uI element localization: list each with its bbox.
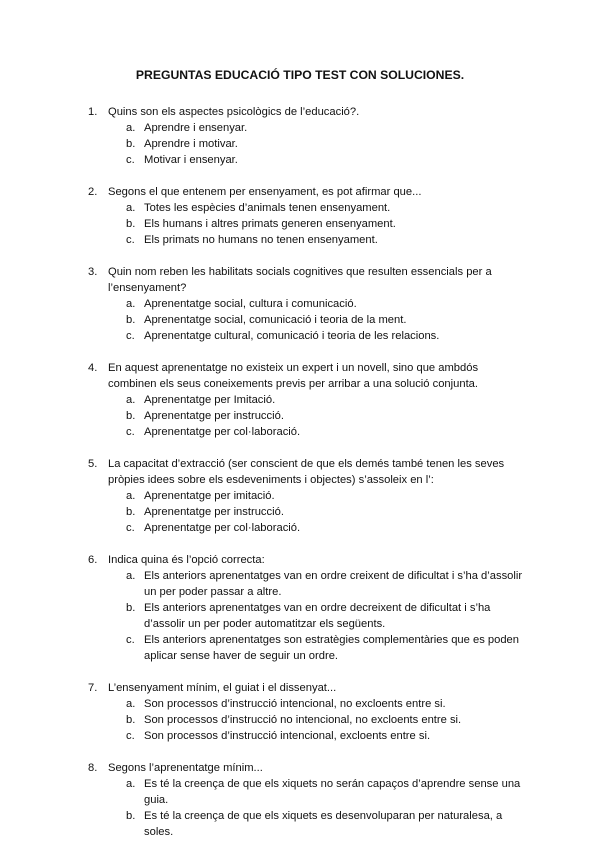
option-text: Es té la creença de que els xiquets es desenvoluparan per naturalesa, a soles. (144, 810, 503, 838)
option-text: Totes les espècies d’animals tenen ensenyament. (144, 202, 391, 214)
option-3-c (88, 328, 524, 344)
option-list (88, 200, 524, 248)
option-6-b (88, 600, 524, 632)
question-number: 1. (88, 106, 98, 118)
question-1 (88, 104, 524, 168)
option-7-b (88, 712, 524, 728)
option-text: Aprenentatge cultural, comunicació i teoria de les relacions. (144, 330, 440, 342)
option-7-a (88, 696, 524, 712)
option-letter: a. (126, 298, 136, 310)
option-1-c (88, 152, 524, 168)
option-letter: b. (126, 602, 136, 614)
option-4-a (88, 392, 524, 408)
option-1-a (88, 120, 524, 136)
option-5-b (88, 504, 524, 520)
option-letter: c. (126, 426, 135, 438)
option-text: Els primats no humans no tenen ensenyament. (144, 234, 378, 246)
option-8-b (88, 808, 524, 840)
option-text: Aprenentatge per Imitació. (144, 394, 276, 406)
question-text: Segons l’aprenentatge mínim... (108, 762, 263, 774)
option-text: Els humans i altres primats generen ensenyament. (144, 218, 396, 230)
option-2-b (88, 216, 524, 232)
option-text: Son processos d’instrucció intencional, no excloents entre si. (144, 698, 446, 710)
option-letter: a. (126, 490, 136, 502)
question-5 (88, 456, 524, 536)
option-letter: c. (126, 330, 135, 342)
option-3-b (88, 312, 524, 328)
question-text: Quin nom reben les habilitats socials cognitives que resulten essencials per a l’ensenyament? (108, 266, 492, 294)
option-list (88, 776, 524, 840)
option-5-a (88, 488, 524, 504)
option-letter: b. (126, 314, 136, 326)
option-letter: c. (126, 634, 135, 646)
option-text: Aprenentatge per instrucció. (144, 506, 284, 518)
question-text: Quins son els aspectes psicològics de l’educació?. (108, 106, 360, 118)
question-number: 5. (88, 458, 98, 470)
page-title: PREGUNTAS EDUCACIÓ TIPO TEST CON SOLUCIONES. (135, 68, 465, 82)
option-letter: b. (126, 810, 136, 822)
option-letter: b. (126, 714, 136, 726)
question-6 (88, 552, 524, 664)
question-3 (88, 264, 524, 344)
option-list (88, 392, 524, 440)
option-letter: a. (126, 570, 136, 582)
option-7-c (88, 728, 524, 744)
question-8 (88, 760, 524, 840)
option-4-b (88, 408, 524, 424)
option-text: Aprenentatge per imitació. (144, 490, 275, 502)
question-7 (88, 680, 524, 744)
option-text: Aprenentatge per col·laboració. (144, 426, 301, 438)
option-text: Aprenentatge social, comunicació i teoria de la ment. (144, 314, 407, 326)
option-letter: b. (126, 138, 136, 150)
option-letter: b. (126, 218, 136, 230)
option-letter: b. (126, 506, 136, 518)
option-text: Aprenentatge social, cultura i comunicació. (144, 298, 357, 310)
option-text: Aprendre i ensenyar. (144, 122, 248, 134)
question-text: Indica quina és l’opció correcta: (108, 554, 265, 566)
question-number: 3. (88, 266, 98, 278)
option-letter: a. (126, 778, 136, 790)
option-text: Els anteriors aprenentatges son estratègies complementàries que es poden aplicar sense haver de seguir un ordre. (144, 634, 520, 662)
option-list (88, 120, 524, 168)
option-text: Els anteriors aprenentatges van en ordre decreixent de dificultat i s’ha d’assolir un per poder automatitzar els següents. (144, 602, 491, 630)
option-2-a (88, 200, 524, 216)
option-text: Aprenentatge per instrucció. (144, 410, 284, 422)
question-number: 6. (88, 554, 98, 566)
option-text: Aprendre i motivar. (144, 138, 238, 150)
option-letter: c. (126, 730, 135, 742)
question-2 (88, 184, 524, 248)
option-text: Son processos d’instrucció intencional, excloents entre si. (144, 730, 431, 742)
option-letter: c. (126, 234, 135, 246)
question-text: La capacitat d’extracció (ser conscient de que els demés també tenen les seves pròpies idees sobre els esdeveniments i objectes) s’assoleix en l’: (108, 458, 505, 486)
option-list (88, 568, 524, 664)
question-text: Segons el que entenem per ensenyament, es pot afirmar que... (108, 186, 422, 198)
question-number: 2. (88, 186, 98, 198)
question-4 (88, 360, 524, 440)
question-text: En aquest aprenentatge no existeix un expert i un novell, sino que ambdós combinen els seus coneixements previs per arribar a una solució conjunta. (108, 362, 479, 390)
option-list (88, 296, 524, 344)
option-list (88, 488, 524, 536)
option-letter: a. (126, 394, 136, 406)
question-number: 8. (88, 762, 98, 774)
option-3-a (88, 296, 524, 312)
option-8-a (88, 776, 524, 808)
question-number: 7. (88, 682, 98, 694)
option-text: Aprenentatge per col·laboració. (144, 522, 301, 534)
option-4-c (88, 424, 524, 440)
question-text: L’ensenyament mínim, el guiat i el dissenyat... (108, 682, 337, 694)
option-text: Els anteriors aprenentatges van en ordre creixent de dificultat i s’ha d’assolir un per poder passar a altre. (144, 570, 523, 598)
option-letter: b. (126, 410, 136, 422)
option-2-c (88, 232, 524, 248)
option-list (88, 696, 524, 744)
option-6-c (88, 632, 524, 664)
option-1-b (88, 136, 524, 152)
option-text: Son processos d’instrucció no intencional, no excloents entre si. (144, 714, 462, 726)
option-letter: c. (126, 154, 135, 166)
option-text: Es té la creença de que els xiquets no serán capaços d’aprendre sense una guia. (144, 778, 521, 806)
question-list (88, 104, 524, 856)
question-number: 4. (88, 362, 98, 374)
option-letter: c. (126, 522, 135, 534)
option-letter: a. (126, 202, 136, 214)
option-5-c (88, 520, 524, 536)
option-6-a (88, 568, 524, 600)
option-letter: a. (126, 122, 136, 134)
option-text: Motivar i ensenyar. (144, 154, 238, 166)
option-letter: a. (126, 698, 136, 710)
